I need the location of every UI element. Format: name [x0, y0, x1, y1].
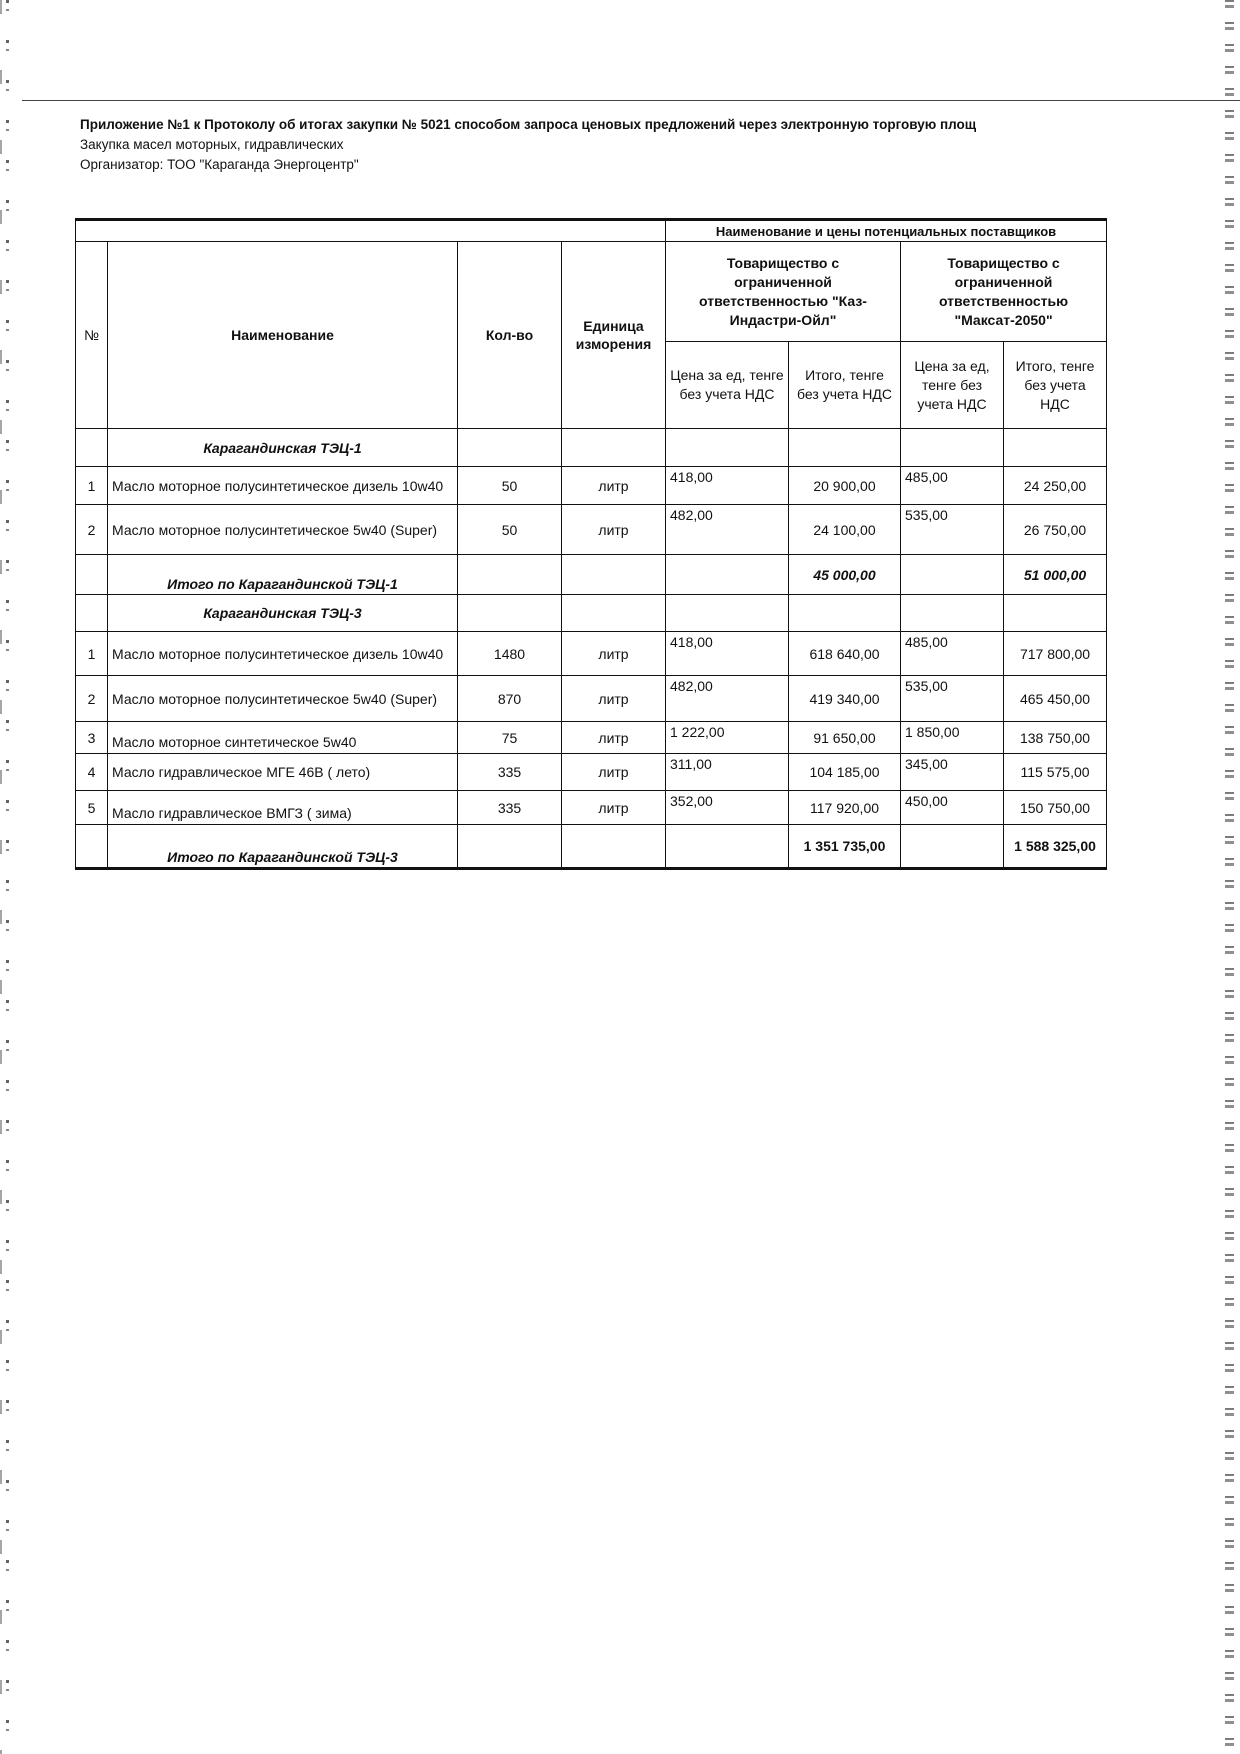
col-header-quantity: Кол-во [458, 242, 562, 429]
supplier2-unit-price: 535,00 [901, 676, 1004, 722]
heading-line-organizer: Организатор: ТОО "Караганда Энергоцентр" [80, 157, 359, 172]
item-quantity: 50 [458, 467, 562, 505]
supplier1-line-total: 104 185,00 [789, 754, 901, 791]
subtotal-row [76, 555, 1107, 595]
subtotal-label: Итого по Карагандинской ТЭЦ-3 [108, 825, 458, 869]
supplier2-line-total: 717 800,00 [1004, 632, 1107, 676]
price-comparison-table [75, 218, 1107, 870]
row-number: 2 [76, 505, 108, 555]
supplier2-line-total: 150 750,00 [1004, 791, 1107, 825]
header-blank-cell [76, 220, 666, 242]
item-name: Масло гидравлическое ВМГЗ ( зима) [108, 791, 458, 825]
section-row [76, 595, 1107, 632]
supplier1-line-total: 20 900,00 [789, 467, 901, 505]
supplier1-line-total: 419 340,00 [789, 676, 901, 722]
subtotal-supplier1: 45 000,00 [789, 555, 901, 595]
table-row [76, 722, 1107, 754]
subheader-unit-price-supplier1: Цена за ед, тенге без учета НДС [666, 342, 789, 429]
supplier2-line-total: 115 575,00 [1004, 754, 1107, 791]
table-row [76, 791, 1107, 825]
scan-artifact-right [1225, 0, 1234, 1754]
item-quantity: 50 [458, 505, 562, 555]
supplier-header-maksat-2050: Товарищество с ограниченной ответственностью "Максат-2050" [901, 242, 1107, 342]
item-quantity: 1480 [458, 632, 562, 676]
supplier1-line-total: 24 100,00 [789, 505, 901, 555]
supplier2-unit-price: 535,00 [901, 505, 1004, 555]
col-header-number: № [76, 242, 108, 429]
item-quantity: 335 [458, 754, 562, 791]
row-number: 3 [76, 722, 108, 754]
supplier1-unit-price: 418,00 [666, 467, 789, 505]
supplier1-unit-price: 482,00 [666, 676, 789, 722]
row-number: 1 [76, 467, 108, 505]
subtotal-label: Итого по Карагандинской ТЭЦ-1 [108, 555, 458, 595]
supplier2-line-total: 465 450,00 [1004, 676, 1107, 722]
supplier2-line-total: 26 750,00 [1004, 505, 1107, 555]
row-number: 2 [76, 676, 108, 722]
supplier-header-kaz-industry-oil: Товарищество с ограниченной ответственностью "Каз-Индастри-Ойл" [666, 242, 901, 342]
supplier1-unit-price: 482,00 [666, 505, 789, 555]
item-name: Масло моторное синтетическое 5w40 [108, 722, 458, 754]
col-header-unit: Единица изморения [562, 242, 666, 429]
table-row [76, 505, 1107, 555]
supplier2-line-total: 24 250,00 [1004, 467, 1107, 505]
document-heading [80, 115, 1110, 175]
col-header-name: Наименование [108, 242, 458, 429]
item-unit: литр [562, 722, 666, 754]
subtotal-row [76, 825, 1107, 869]
item-name: Масло моторное полусинтетическое 5w40 (Super) [108, 676, 458, 722]
supplier2-unit-price: 345,00 [901, 754, 1004, 791]
supplier2-unit-price: 485,00 [901, 632, 1004, 676]
item-name: Масло гидравлическое МГЕ 46В ( лето) [108, 754, 458, 791]
scan-artifact-left-outer [0, 0, 2, 1754]
item-unit: литр [562, 505, 666, 555]
supplier2-unit-price: 485,00 [901, 467, 1004, 505]
suppliers-group-header: Наименование и цены потенциальных поставщиков [666, 220, 1107, 242]
row-number: 1 [76, 632, 108, 676]
item-unit: литр [562, 676, 666, 722]
subheader-unit-price-supplier2: Цена за ед, тенге без учета НДС [901, 342, 1004, 429]
subtotal-supplier2: 1 588 325,00 [1004, 825, 1107, 869]
subheader-total-supplier1: Итого, тенге без учета НДС [789, 342, 901, 429]
row-number: 5 [76, 791, 108, 825]
subtotal-supplier1: 1 351 735,00 [789, 825, 901, 869]
supplier2-line-total: 138 750,00 [1004, 722, 1107, 754]
supplier1-unit-price: 418,00 [666, 632, 789, 676]
item-quantity: 335 [458, 791, 562, 825]
item-quantity: 870 [458, 676, 562, 722]
subtotal-supplier2: 51 000,00 [1004, 555, 1107, 595]
table-row [76, 467, 1107, 505]
item-unit: литр [562, 467, 666, 505]
table-row [76, 676, 1107, 722]
section-title: Карагандинская ТЭЦ-1 [108, 429, 458, 467]
supplier1-line-total: 618 640,00 [789, 632, 901, 676]
section-title: Карагандинская ТЭЦ-3 [108, 595, 458, 632]
header-row-group [76, 220, 1107, 242]
subheader-total-supplier2: Итого, тенге без учета НДС [1004, 342, 1107, 429]
item-unit: литр [562, 754, 666, 791]
heading-line-subject: Закупка масел моторных, гидравлических [80, 137, 344, 152]
table-row [76, 754, 1107, 791]
supplier2-unit-price: 450,00 [901, 791, 1004, 825]
table-row [76, 632, 1107, 676]
row-number: 4 [76, 754, 108, 791]
section-row [76, 429, 1107, 467]
heading-line-appendix: Приложение №1 к Протоколу об итогах закупки № 5021 способом запроса ценовых предложений через электронную торговую площ [80, 117, 977, 132]
supplier1-unit-price: 352,00 [666, 791, 789, 825]
scan-artifact-left [6, 0, 9, 1754]
supplier1-line-total: 117 920,00 [789, 791, 901, 825]
header-row-suppliers [76, 242, 1107, 342]
page-top-rule [22, 100, 1240, 101]
supplier1-unit-price: 1 222,00 [666, 722, 789, 754]
item-quantity: 75 [458, 722, 562, 754]
item-name: Масло моторное полусинтетическое 5w40 (Super) [108, 505, 458, 555]
supplier1-line-total: 91 650,00 [789, 722, 901, 754]
item-name: Масло моторное полусинтетическое дизель 10w40 [108, 467, 458, 505]
supplier1-unit-price: 311,00 [666, 754, 789, 791]
item-name: Масло моторное полусинтетическое дизель 10w40 [108, 632, 458, 676]
item-unit: литр [562, 791, 666, 825]
item-unit: литр [562, 632, 666, 676]
supplier2-unit-price: 1 850,00 [901, 722, 1004, 754]
